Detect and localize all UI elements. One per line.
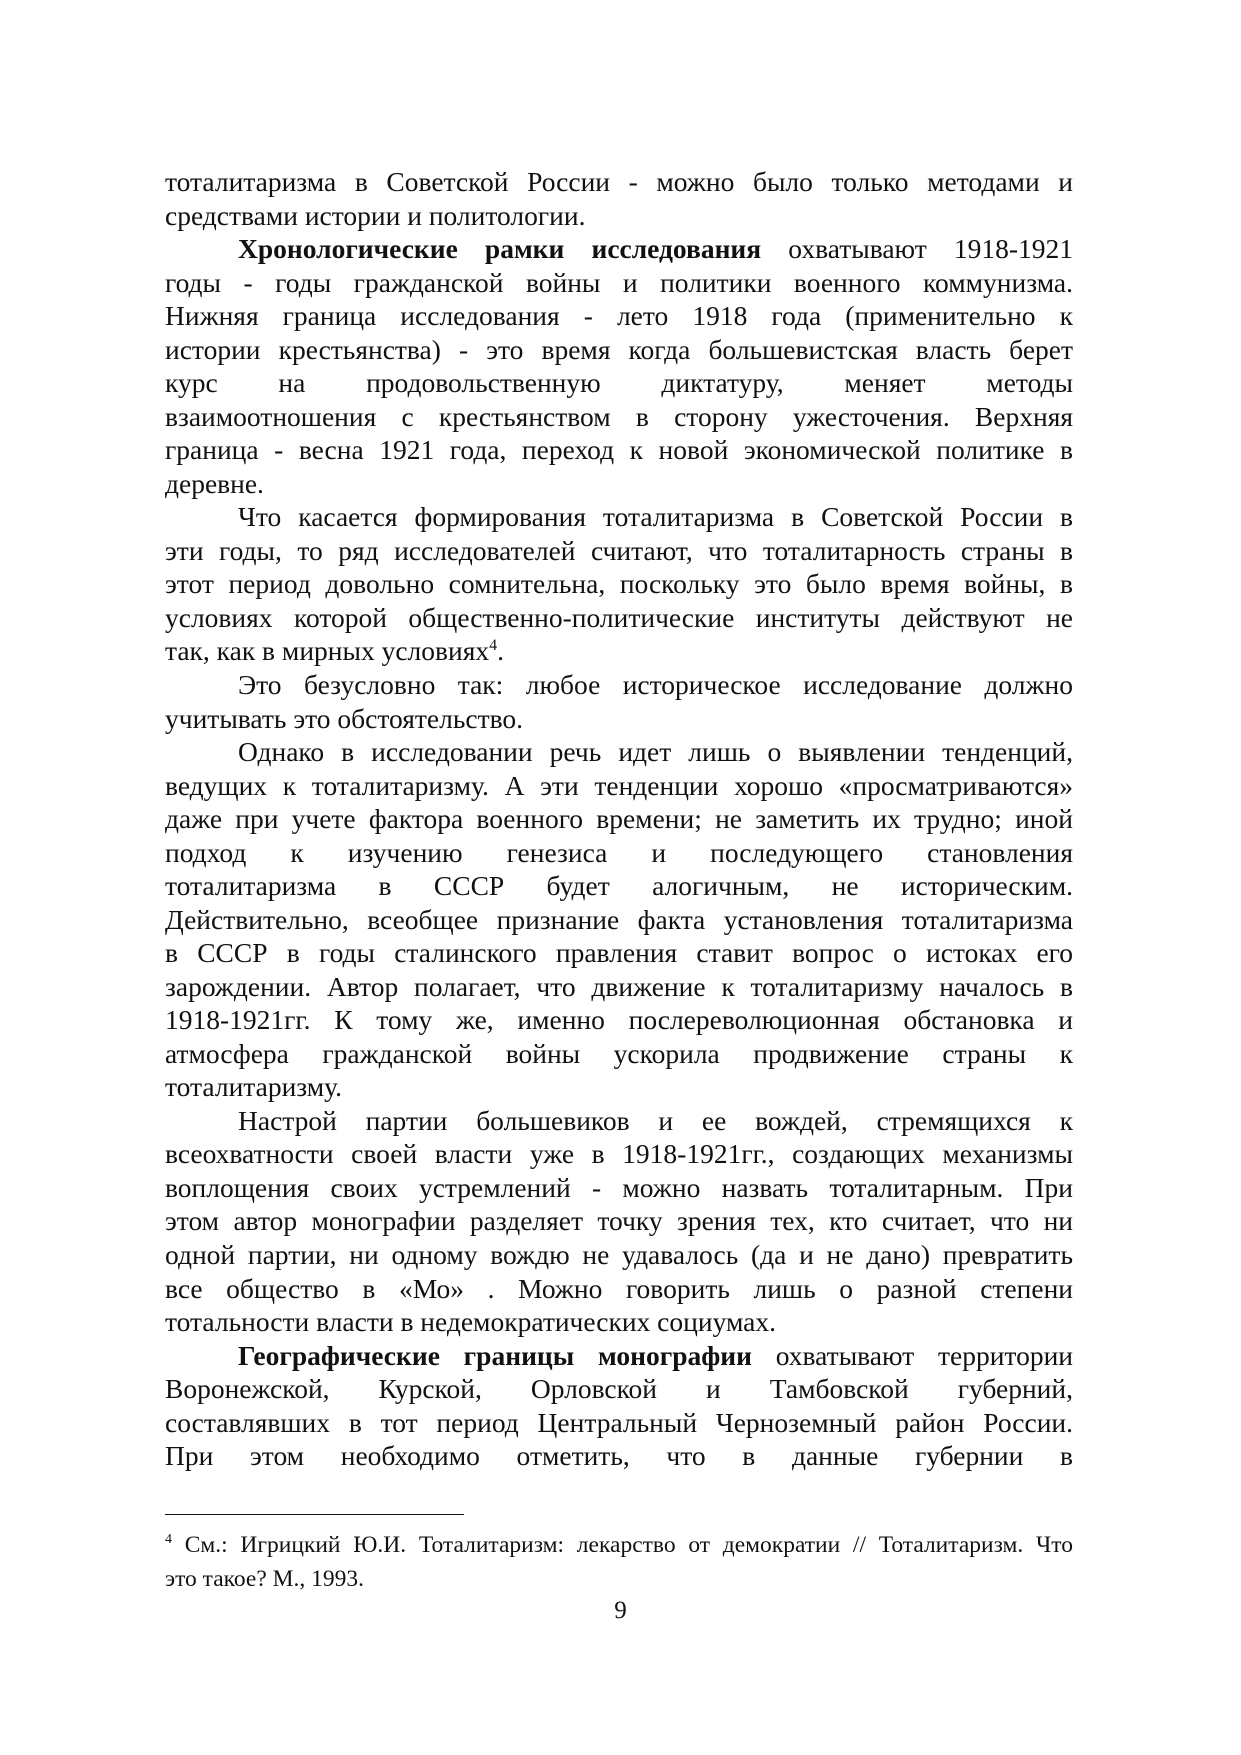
line-text: 1918-1921гг. К тому же, именно послереволюционная обстановка и — [165, 1004, 1073, 1036]
text-line — [165, 903, 1073, 937]
line-text: даже при учете фактора военного времени; не заметить их трудно; иной — [165, 803, 1073, 835]
line-text: так, как в мирных условиях — [165, 635, 490, 667]
line-text: Воронежской, Курской, Орловской и Тамбовской губерний, — [165, 1373, 1073, 1405]
text-line — [165, 165, 1073, 199]
line-text: граница - весна 1921 года, переход к новой экономической политике в — [165, 434, 1073, 466]
footnote-line-1 — [165, 1529, 1073, 1563]
line-text: одной партии, ни одному вождю не удавалось (да и не дано) превратить — [165, 1239, 1073, 1270]
text-line — [165, 1339, 1073, 1373]
text-line — [165, 500, 1073, 534]
text-line — [165, 1204, 1073, 1238]
text-line — [165, 266, 1073, 300]
bold-heading-phrase: Хронологические рамки исследования — [238, 233, 762, 265]
line-text: зарождении. Автор полагает, что движение к тоталитаризму началось в — [165, 970, 1073, 1002]
text-line — [165, 1305, 1073, 1339]
line-text-tail: . — [497, 635, 505, 667]
text-line — [165, 1070, 1073, 1104]
bold-heading-phrase: Географические границы монографии — [238, 1339, 752, 1371]
line-text: Что касается формирования тоталитаризма в Советской России в — [238, 501, 1073, 533]
text-line — [165, 1003, 1073, 1037]
footnote-separator — [165, 1514, 464, 1515]
text-line — [165, 299, 1073, 333]
line-text: всеохватности своей власти уже в 1918-1921гг., создающих механизмы — [165, 1138, 1073, 1170]
footnote-marker: 4 — [165, 1532, 172, 1548]
line-text: этом автор монографии разделяет точку зрения тех, кто считает, что ни — [165, 1205, 1073, 1237]
text-line — [165, 836, 1073, 870]
line-text: Однако в исследовании речь идет лишь о выявлении тенденций, — [238, 736, 1073, 768]
line-text: условиях которой общественно-политические институты действуют не — [165, 601, 1073, 633]
line-text: средствами истории и политологии. — [165, 199, 586, 231]
text-line — [165, 467, 1073, 501]
line-text: подход к изучению генезиса и последующего становления — [165, 836, 1073, 868]
text-line — [165, 232, 1073, 266]
text-line — [165, 1104, 1073, 1138]
line-text: в СССР в годы сталинского правления ставит вопрос о истоках его — [165, 937, 1073, 969]
text-line — [165, 936, 1073, 970]
line-text: тотальности власти в недемократических социумах. — [165, 1306, 777, 1338]
text-line — [165, 199, 1073, 233]
text-line — [165, 1439, 1073, 1473]
line-text: воплощения своих устремлений - можно назвать тоталитарным. При — [165, 1171, 1073, 1203]
text-line — [165, 769, 1073, 803]
line-text: деревне. — [165, 467, 264, 499]
text-line — [165, 702, 1073, 736]
line-text: составлявших в тот период Центральный Черноземный район России. — [165, 1406, 1073, 1438]
line-text: взаимоотношения с крестьянством в сторону ужесточения. Верхняя — [165, 400, 1073, 432]
line-text: охватывают территории — [751, 1339, 1073, 1371]
text-line — [165, 601, 1073, 635]
text-line — [165, 1272, 1073, 1306]
line-text: тоталитаризма в СССР будет алогичным, не историческим. — [165, 870, 1073, 902]
line-text: годы - годы гражданской войны и политики военного коммунизма. — [165, 266, 1073, 298]
page-number: 9 — [614, 1597, 627, 1624]
line-text: Это безусловно так: любое историческое исследование должно — [238, 668, 1073, 700]
text-line — [165, 634, 1073, 668]
text-line — [165, 1406, 1073, 1440]
text-line — [165, 534, 1073, 568]
text-line — [165, 1238, 1073, 1272]
text-line — [165, 970, 1073, 1004]
text-line — [165, 1372, 1073, 1406]
text-line — [165, 567, 1073, 601]
text-line — [165, 1171, 1073, 1205]
text-line — [165, 400, 1073, 434]
text-line — [165, 333, 1073, 367]
footnote-reference[interactable]: 4 — [489, 637, 498, 655]
body-text — [165, 165, 1073, 1473]
line-text: охватывают 1918-1921 — [761, 233, 1073, 265]
line-text: этот период довольно сомнительна, поскольку это было время войны, в — [165, 568, 1073, 600]
text-line — [165, 735, 1073, 769]
line-text: курс на продовольственную диктатуру, меняет методы — [165, 367, 1073, 399]
text-line — [165, 433, 1073, 467]
line-text: При этом необходимо отметить, что в данные губернии в — [165, 1440, 1073, 1472]
footnote-text: См.: Игрицкий Ю.И. Тоталитаризм: лекарство от демократии // Тоталитаризм. Что — [172, 1532, 1073, 1558]
line-text: все общество в «Мо» . Можно говорить лишь о разной степени — [165, 1272, 1073, 1304]
text-line — [165, 1137, 1073, 1171]
line-text: истории крестьянства) - это время когда большевистская власть берет — [165, 333, 1073, 365]
footnote — [165, 1529, 1073, 1596]
text-line — [165, 1037, 1073, 1071]
line-text: атмосфера гражданской войны ускорила продвижение страны к — [165, 1037, 1073, 1069]
text-line — [165, 802, 1073, 836]
text-line — [165, 668, 1073, 702]
line-text: Действительно, всеобщее признание факта установления тоталитаризма — [165, 903, 1073, 935]
line-text: Настрой партии большевиков и ее вождей, стремящихся к — [238, 1104, 1073, 1136]
line-text: ведущих к тоталитаризму. А эти тенденции хорошо «просматриваются» — [165, 769, 1073, 801]
line-text: Нижняя граница исследования - лето 1918 года (применительно к — [165, 300, 1073, 332]
text-line — [165, 869, 1073, 903]
line-text: учитывать это обстоятельство. — [165, 702, 524, 734]
text-line — [165, 366, 1073, 400]
line-text: тоталитаризма в Советской России - можно было только методами и — [165, 166, 1073, 197]
line-text: эти годы, то ряд исследователей считают, что тоталитарность страны в — [165, 534, 1073, 566]
line-text: тоталитаризму. — [165, 1071, 343, 1103]
footnote-line-2: это такое? М., 1993. — [165, 1565, 365, 1592]
